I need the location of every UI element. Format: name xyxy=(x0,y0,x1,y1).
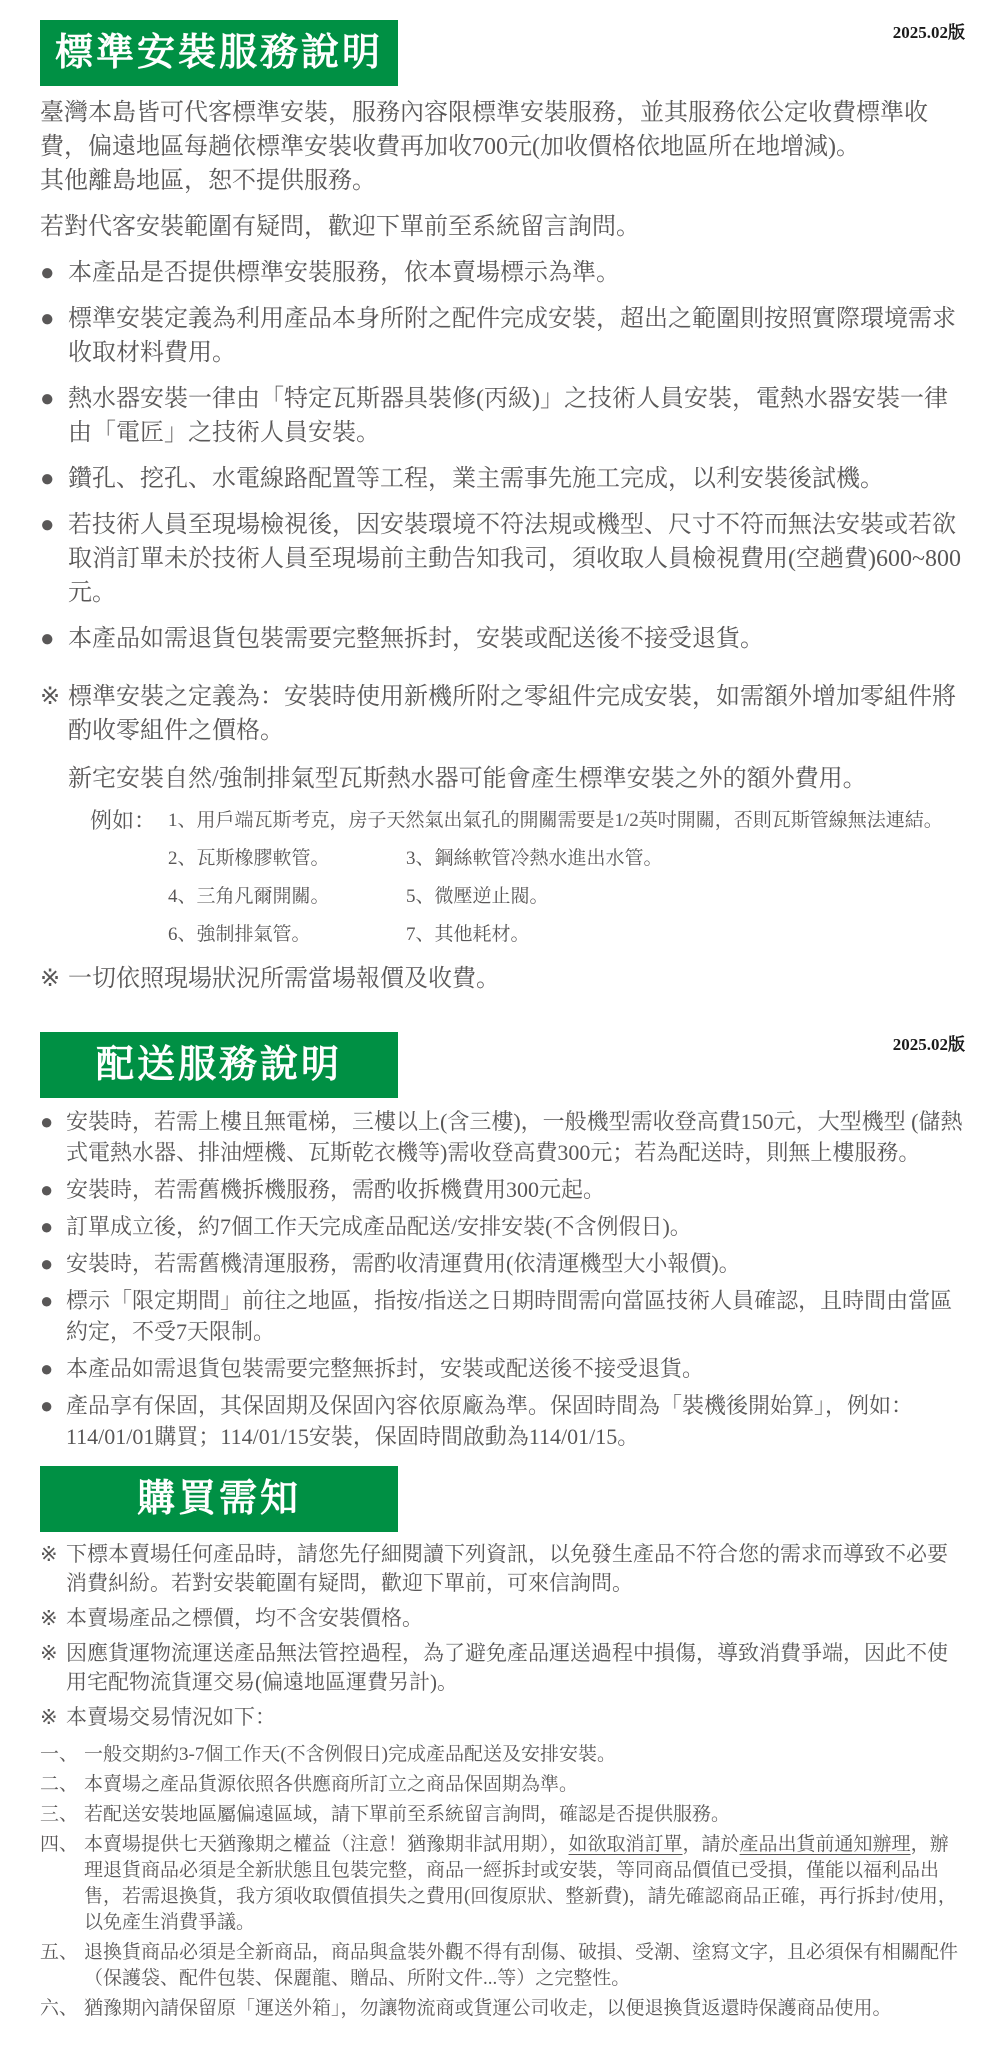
bullet-text: 本產品如需退貨包裝需要完整無拆封，安裝或配送後不接受退貨。 xyxy=(66,1356,705,1381)
bullet-text: 若技術人員至現場檢視後，因安裝環境不符法規或機型、尺寸不符而無法安裝或若欲取消訂單未於技術人員至現場前主動告知我司，須收取人員檢視費用(空趟費)600~800元。 xyxy=(68,512,961,606)
note-text: 本賣場產品之標價，均不含安裝價格。 xyxy=(66,1606,423,1630)
delivery-header xyxy=(40,1032,965,1098)
onsite-quote-note xyxy=(40,962,965,996)
example-item-6: 6、強制排氣管。 xyxy=(168,924,311,945)
term-number: 五、 xyxy=(40,1942,79,1963)
purchase-note-item xyxy=(40,1639,965,1697)
bullet-dot-icon: ● xyxy=(40,1109,54,1134)
intro-line-question: 若對代客安裝範圍有疑問，歡迎下單前至系統留言詢問。 xyxy=(40,214,640,240)
purchase-note-item xyxy=(40,1604,965,1633)
bullet-text: 熱水器安裝一律由「特定瓦斯器具裝修(丙級)」之技術人員安裝，電熱水器安裝一律由「電匠」之技術人員安裝。 xyxy=(68,386,948,446)
term-text-mid: ，請於 xyxy=(682,1834,740,1855)
bullet-dot-icon: ● xyxy=(40,1251,54,1276)
note-asterisk-marker: ※ xyxy=(40,1606,58,1630)
section-purchase-notice xyxy=(40,1466,965,2022)
intro-line-islands: 其他離島地區，恕不提供服務。 xyxy=(40,168,376,194)
note-text: 本賣場交易情況如下： xyxy=(66,1705,276,1729)
note-text: 因應貨運物流運送產品無法管控過程，為了避免產品運送過程中損傷，導致消費爭端，因此不使用宅配物流貨運交易(偏遠地區運費另計)。 xyxy=(66,1641,948,1694)
delivery-banner-title: 配送服務說明 xyxy=(40,1032,398,1098)
bullet-dot-icon: ● xyxy=(40,512,55,538)
term-text: 若配送安裝地區屬偏遠區域，請下單前至系統留言詢問，確認是否提供服務。 xyxy=(84,1804,731,1825)
bullet-dot-icon: ● xyxy=(40,306,55,332)
example-item-2: 2、瓦斯橡膠軟管。 xyxy=(168,848,330,869)
note-text: 標準安裝之定義為：安裝時使用新機所附之零組件完成安裝，如需額外增加零組件將酌收零組件之價格。 xyxy=(68,684,956,744)
example-item-1: 1、用戶端瓦斯考克，房子天然氣出氣孔的開關需要是1/2英吋開關，否則瓦斯管線無法連結。 xyxy=(168,810,943,831)
term-number: 一、 xyxy=(40,1744,79,1765)
note-asterisk-marker: ※ xyxy=(40,966,61,992)
term-text: 本賣場之產品貨源依照各供應商所訂立之商品保固期為準。 xyxy=(84,1774,579,1795)
example-row xyxy=(90,808,965,834)
purchase-note-item xyxy=(40,1703,965,1732)
example-item-5: 5、微壓逆止閥。 xyxy=(406,886,549,907)
term-number: 四、 xyxy=(40,1834,79,1855)
bullet-item xyxy=(40,302,965,370)
bullet-dot-icon: ● xyxy=(40,1288,54,1313)
term-number: 三、 xyxy=(40,1804,79,1825)
term-text-post: ，辦理退貨商品必須是全新狀態且包裝完整，商品一經拆封或安裝，等同商品價值已受損，僅能以福利品出售，若需退換貨，我方須收取價值損失之費用(回復原狀、整新費)，請先確認商品正確，再行拆封/使用，以免產生消費爭議。 xyxy=(84,1834,957,1933)
example-item-3: 3、鋼絲軟管冷熱水進出水管。 xyxy=(406,848,663,869)
bullet-text: 訂單成立後，約7個工作天完成產品配送/安排安裝(不含例假日)。 xyxy=(66,1214,692,1239)
bullet-text: 本產品是否提供標準安裝服務，依本賣場標示為準。 xyxy=(68,260,620,286)
note-asterisk-marker: ※ xyxy=(40,1705,58,1729)
bullet-text: 安裝時，若需上樓且無電梯，三樓以上(含三樓)，一般機型需收登高費150元，大型機型 (儲熱式電熱水器、排油煙機、瓦斯乾衣機等)需收登高費300元；若為配送時，則無上樓服務。 xyxy=(66,1109,963,1165)
bullet-dot-icon: ● xyxy=(40,1356,54,1381)
term-number: 六、 xyxy=(40,1998,79,2019)
bullet-text: 產品享有保固，其保固期及保固內容依原廠為準。保固時間為「裝機後開始算」，例如：114/01/01購買；114/01/15安裝，保固時間啟動為114/01/15。 xyxy=(66,1393,914,1449)
bullet-dot-icon: ● xyxy=(40,1177,54,1202)
term-text-pre: 本賣場提供七天猶豫期之權益（注意！猶豫期非試用期）， xyxy=(84,1834,569,1855)
section-standard-install xyxy=(40,20,965,996)
standard-install-definition-note xyxy=(40,680,965,748)
purchase-terms-list xyxy=(40,1742,965,2022)
bullet-dot-icon: ● xyxy=(40,1393,54,1418)
bullet-item xyxy=(40,382,965,450)
standard-install-bullet-list xyxy=(40,256,965,656)
bullet-item xyxy=(40,1174,965,1205)
section-delivery xyxy=(40,1032,965,1452)
bullet-item xyxy=(40,1285,965,1347)
bullet-item xyxy=(40,462,965,496)
note-asterisk-marker: ※ xyxy=(40,1641,58,1665)
term-text: 一般交期約3-7個工作天(不含例假日)完成產品配送及安排安裝。 xyxy=(84,1744,616,1765)
term-item-2 xyxy=(40,1772,965,1798)
term-text: 退換貨商品必須是全新商品，商品與盒裝外觀不得有刮傷、破損、受潮、塗寫文字，且必須保有相關配件（保護袋、配件包裝、保麗龍、贈品、所附文件...等）之完整性。 xyxy=(84,1942,959,1989)
bullet-text: 鑽孔、挖孔、水電線路配置等工程，業主需事先施工完成，以利安裝後試機。 xyxy=(68,466,884,492)
term-underlined-cancel-order: 如欲取消訂單 xyxy=(568,1834,683,1855)
example-item-7: 7、其他耗材。 xyxy=(406,924,530,945)
bullet-item xyxy=(40,622,965,656)
bullet-item xyxy=(40,508,965,610)
bullet-dot-icon: ● xyxy=(40,626,55,652)
bullet-text: 安裝時，若需舊機清運服務，需酌收清運費用(依清運機型大小報價)。 xyxy=(66,1251,741,1276)
bullet-item xyxy=(40,1390,965,1452)
term-number: 二、 xyxy=(40,1774,79,1795)
example-row xyxy=(168,884,965,910)
note-text: 一切依照現場狀況所需當場報價及收費。 xyxy=(68,966,500,992)
purchase-note-item xyxy=(40,1540,965,1598)
intro-paragraph: 臺灣本島皆可代客標準安裝，服務內容限標準安裝服務，並其服務依公定收費標準收費，偏遠地區每趟依標準安裝收費再加收700元(加收價格依地區所在地增減)。 xyxy=(40,100,928,160)
standard-install-body xyxy=(40,96,965,996)
purchase-header xyxy=(40,1466,965,1532)
note-asterisk-marker: ※ xyxy=(40,1542,58,1566)
purchase-notes-list xyxy=(40,1540,965,1732)
bullet-dot-icon: ● xyxy=(40,466,55,492)
example-item-4: 4、三角凡爾開關。 xyxy=(168,886,330,907)
bullet-text: 本產品如需退貨包裝需要完整無拆封，安裝或配送後不接受退貨。 xyxy=(68,626,764,652)
note-text: 下標本賣場任何產品時，請您先仔細閱讀下列資訊，以免發生產品不符合您的需求而導致不必要消費糾紛。若對安裝範圍有疑問，歡迎下單前，可來信詢問。 xyxy=(66,1542,948,1595)
example-row xyxy=(168,846,965,872)
example-list xyxy=(90,808,965,948)
standard-install-header xyxy=(40,20,965,86)
example-row xyxy=(168,922,965,948)
standard-install-version-label: 2025.02版 xyxy=(892,23,965,42)
bullet-item xyxy=(40,1248,965,1279)
bullet-item xyxy=(40,1211,965,1242)
bullet-dot-icon: ● xyxy=(40,1214,54,1239)
bullet-item xyxy=(40,1106,965,1168)
bullet-text: 標準安裝定義為利用產品本身所附之配件完成安裝，超出之範圍則按照實際環境需求收取材料費用。 xyxy=(68,306,956,366)
delivery-body xyxy=(40,1106,965,1452)
bullet-text: 安裝時，若需舊機拆機服務，需酌收拆機費用300元起。 xyxy=(66,1177,606,1202)
delivery-bullet-list xyxy=(40,1106,965,1452)
bullet-dot-icon: ● xyxy=(40,260,55,286)
bullet-dot-icon: ● xyxy=(40,386,55,412)
term-item-3 xyxy=(40,1802,965,1828)
bullet-item xyxy=(40,1353,965,1384)
example-label: 例如： xyxy=(90,808,157,833)
term-text: 猶豫期內請保留原「運送外箱」，勿讓物流商或貨運公司收走，以便退換貨返還時保護商品使用。 xyxy=(84,1998,892,2019)
term-item-4 xyxy=(40,1832,965,1936)
new-house-extra-fee-note: 新宅安裝自然/強制排氣型瓦斯熱水器可能會產生標準安裝之外的額外費用。 xyxy=(68,766,867,792)
bullet-item xyxy=(40,256,965,290)
term-item-1 xyxy=(40,1742,965,1768)
purchase-banner-title: 購買需知 xyxy=(40,1466,398,1532)
term-item-5 xyxy=(40,1940,965,1992)
standard-install-banner-title: 標準安裝服務說明 xyxy=(40,20,398,86)
bullet-text: 標示「限定期間」前往之地區，指按/指送之日期時間需向當區技術人員確認，且時間由當區約定，不受7天限制。 xyxy=(66,1288,953,1344)
term-underlined-notify-before-ship: 產品出貨前通知辦理 xyxy=(739,1834,911,1855)
delivery-version-label: 2025.02版 xyxy=(892,1035,965,1054)
note-asterisk-marker: ※ xyxy=(40,684,61,710)
